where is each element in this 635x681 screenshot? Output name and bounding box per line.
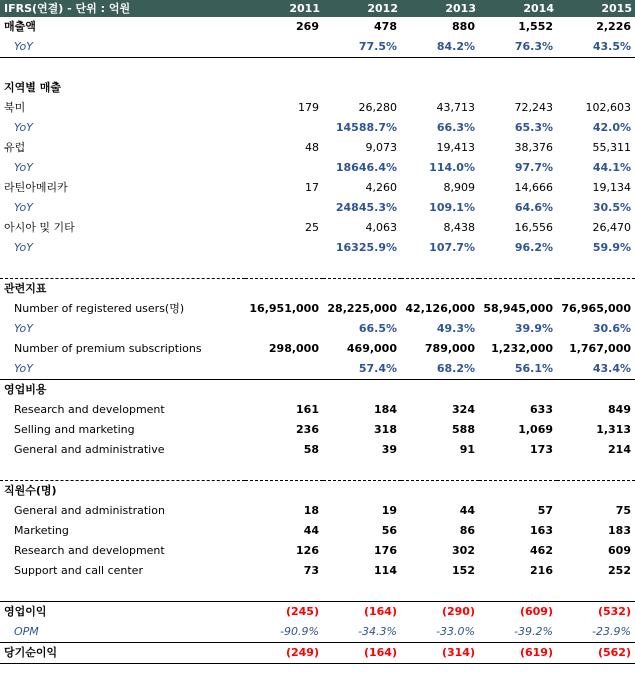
- section-title: 관련지표: [4, 282, 47, 295]
- cell-value: 43.4%: [592, 362, 631, 375]
- cell-value: 72,243: [514, 101, 553, 114]
- cell-value: 588: [452, 423, 475, 436]
- table-row: [0, 521, 635, 541]
- section-title: 직원수(명): [4, 484, 57, 497]
- cell-value: 26,470: [592, 221, 631, 234]
- cell-value: 66.5%: [358, 322, 397, 335]
- table-row: [0, 400, 635, 420]
- table-row: [0, 17, 635, 37]
- cell-value: 39: [381, 443, 397, 456]
- row-label: YoY: [14, 121, 33, 134]
- cell-value: -90.9%: [280, 625, 319, 638]
- year-header: 2012: [323, 0, 401, 17]
- section-header: [0, 481, 635, 502]
- cell-value: 324: [452, 403, 475, 416]
- row-label: YoY: [14, 161, 33, 174]
- header-row: [0, 0, 635, 17]
- table-row: [0, 238, 635, 258]
- table-row: [0, 440, 635, 460]
- cell-value: -39.2%: [514, 625, 553, 638]
- cell-value: 39.9%: [514, 322, 553, 335]
- row-label: 유럽: [4, 141, 26, 154]
- cell-value: 14588.7%: [335, 121, 397, 134]
- cell-value: 91: [459, 443, 475, 456]
- table-row: [0, 339, 635, 359]
- table-row: [0, 178, 635, 198]
- cell-value: 86: [459, 524, 475, 537]
- cell-value: 2,226: [596, 20, 631, 33]
- cell-value: (562): [557, 643, 635, 664]
- cell-value: 17: [305, 181, 319, 194]
- cell-value: 298,000: [268, 342, 319, 355]
- table-row: [0, 561, 635, 581]
- cell-value: (609): [479, 602, 557, 623]
- cell-value: [245, 158, 323, 178]
- cell-value: 176: [374, 544, 397, 557]
- cell-value: 44.1%: [592, 161, 631, 174]
- cell-value: 9,073: [365, 141, 397, 154]
- cell-value: 28,225,000: [327, 302, 397, 315]
- cell-value: 57.4%: [358, 362, 397, 375]
- row-label: General and administration: [14, 504, 165, 517]
- cell-value: 43.5%: [557, 37, 635, 58]
- cell-value: 77.5%: [323, 37, 401, 58]
- row-label: OPM: [14, 625, 39, 638]
- cell-value: 609: [608, 544, 631, 557]
- cell-value: -34.3%: [358, 625, 397, 638]
- cell-value: (619): [479, 643, 557, 664]
- cell-value: 58: [303, 443, 319, 456]
- cell-value: 59.9%: [592, 241, 631, 254]
- row-label: Marketing: [14, 524, 69, 537]
- cell-value: 96.2%: [514, 241, 553, 254]
- cell-value: [245, 198, 323, 218]
- section-title: 지역별 매출: [4, 81, 61, 94]
- spacer-row: [0, 581, 635, 602]
- cell-value: 163: [530, 524, 553, 537]
- cell-value: 478: [374, 20, 397, 33]
- cell-value: (290): [401, 602, 479, 623]
- cell-value: 462: [530, 544, 553, 557]
- cell-value: 1,313: [596, 423, 631, 436]
- cell-value: (314): [401, 643, 479, 664]
- table-row: [0, 501, 635, 521]
- cell-value: 880: [452, 20, 475, 33]
- cell-value: 1,552: [518, 20, 553, 33]
- cell-value: 18646.4%: [335, 161, 397, 174]
- cell-value: 56.1%: [514, 362, 553, 375]
- spacer-row: [0, 460, 635, 481]
- table-row: [0, 541, 635, 561]
- row-label: Selling and marketing: [14, 423, 135, 436]
- section-header: [0, 78, 635, 98]
- row-label: 영업이익: [0, 602, 245, 623]
- cell-value: 30.5%: [592, 201, 631, 214]
- cell-value: 66.3%: [436, 121, 475, 134]
- cell-value: 849: [608, 403, 631, 416]
- cell-value: 43,713: [436, 101, 475, 114]
- cell-value: 57: [537, 504, 553, 517]
- table-row: [0, 158, 635, 178]
- row-label: 북미: [4, 101, 26, 114]
- row-label: YoY: [14, 362, 33, 375]
- cell-value: 184: [374, 403, 397, 416]
- cell-value: 75: [615, 504, 631, 517]
- cell-value: 269: [296, 20, 319, 33]
- cell-value: -33.0%: [436, 625, 475, 638]
- table-row: [0, 218, 635, 238]
- cell-value: 789,000: [424, 342, 475, 355]
- cell-value: (249): [245, 643, 323, 664]
- cell-value: 56: [381, 524, 397, 537]
- cell-value: 73: [303, 564, 319, 577]
- cell-value: 42.0%: [592, 121, 631, 134]
- cell-value: 97.7%: [514, 161, 553, 174]
- cell-value: 42,126,000: [405, 302, 475, 315]
- section-header: [0, 380, 635, 401]
- cell-value: 114: [374, 564, 397, 577]
- cell-value: 44: [303, 524, 319, 537]
- cell-value: 1,232,000: [491, 342, 553, 355]
- table-row: [0, 319, 635, 339]
- cell-value: 49.3%: [436, 322, 475, 335]
- cell-value: 14,666: [514, 181, 553, 194]
- cell-value: 25: [305, 221, 319, 234]
- cell-value: 152: [452, 564, 475, 577]
- cell-value: 18: [303, 504, 319, 517]
- cell-value: 19,134: [592, 181, 631, 194]
- row-label: YoY: [0, 37, 245, 58]
- row-label: Number of premium subscriptions: [14, 342, 202, 355]
- cell-value: 76.3%: [479, 37, 557, 58]
- row-label: 라틴아메리카: [4, 181, 68, 194]
- year-header: 2013: [401, 0, 479, 17]
- cell-value: 16325.9%: [335, 241, 397, 254]
- table-row: [0, 420, 635, 440]
- cell-value: 26,280: [358, 101, 397, 114]
- cell-value: 55,311: [592, 141, 631, 154]
- cell-value: 1,767,000: [569, 342, 631, 355]
- table-row: [0, 118, 635, 138]
- year-header: 2011: [245, 0, 323, 17]
- table-row: [0, 138, 635, 158]
- cell-value: 109.1%: [429, 201, 475, 214]
- cell-value: 68.2%: [436, 362, 475, 375]
- cell-value: 469,000: [346, 342, 397, 355]
- cell-value: 302: [452, 544, 475, 557]
- row-label: 당기순이익: [0, 643, 245, 664]
- cell-value: 236: [296, 423, 319, 436]
- cell-value: [245, 319, 323, 339]
- cell-value: 38,376: [514, 141, 553, 154]
- table-row: [0, 622, 635, 643]
- cell-value: 84.2%: [401, 37, 479, 58]
- cell-value: 4,063: [365, 221, 397, 234]
- row-label: 아시아 및 기타: [4, 221, 75, 234]
- cell-value: 114.0%: [429, 161, 475, 174]
- cell-value: 252: [608, 564, 631, 577]
- cell-value: [245, 118, 323, 138]
- table-title: IFRS(연결) - 단위 : 억원: [0, 0, 245, 17]
- cell-value: (532): [557, 602, 635, 623]
- cell-value: 8,909: [443, 181, 475, 194]
- table-row: [0, 198, 635, 218]
- cell-value: 64.6%: [514, 201, 553, 214]
- table-row: [0, 98, 635, 118]
- cell-value: 16,556: [514, 221, 553, 234]
- row-label: Research and development: [14, 544, 165, 557]
- section-title: 영업비용: [0, 380, 245, 401]
- row-label: General and administrative: [14, 443, 165, 456]
- cell-value: [245, 37, 323, 58]
- cell-value: 173: [530, 443, 553, 456]
- row-label: YoY: [14, 241, 33, 254]
- cell-value: (245): [245, 602, 323, 623]
- table-row: [0, 299, 635, 319]
- row-label: YoY: [14, 322, 33, 335]
- cell-value: 19: [381, 504, 397, 517]
- cell-value: 30.6%: [592, 322, 631, 335]
- cell-value: 4,260: [365, 181, 397, 194]
- cell-value: 8,438: [443, 221, 475, 234]
- cell-value: 179: [298, 101, 319, 114]
- row-label: 매출액: [4, 20, 36, 33]
- cell-value: 1,069: [518, 423, 553, 436]
- cell-value: 216: [530, 564, 553, 577]
- cell-value: 214: [608, 443, 631, 456]
- row-label: Number of registered users(명): [14, 302, 185, 315]
- cell-value: (164): [323, 602, 401, 623]
- table-row: [0, 643, 635, 664]
- table-row: [0, 602, 635, 623]
- row-label: YoY: [14, 201, 33, 214]
- cell-value: 161: [296, 403, 319, 416]
- cell-value: 19,413: [436, 141, 475, 154]
- cell-value: 24845.3%: [335, 201, 397, 214]
- cell-value: 76,965,000: [561, 302, 631, 315]
- cell-value: 318: [374, 423, 397, 436]
- cell-value: 65.3%: [514, 121, 553, 134]
- year-header: 2015: [557, 0, 635, 17]
- table-row: [0, 37, 635, 58]
- cell-value: [245, 359, 323, 380]
- row-label: Support and call center: [14, 564, 143, 577]
- spacer-row: [0, 58, 635, 79]
- cell-value: 107.7%: [429, 241, 475, 254]
- section-header: [0, 279, 635, 300]
- year-header: 2014: [479, 0, 557, 17]
- cell-value: [245, 238, 323, 258]
- cell-value: 48: [305, 141, 319, 154]
- cell-value: 44: [459, 504, 475, 517]
- cell-value: 16,951,000: [249, 302, 319, 315]
- cell-value: 183: [608, 524, 631, 537]
- cell-value: 126: [296, 544, 319, 557]
- row-label: Research and development: [14, 403, 165, 416]
- cell-value: -23.9%: [592, 625, 631, 638]
- cell-value: 102,603: [585, 101, 631, 114]
- cell-value: (164): [323, 643, 401, 664]
- spacer-row: [0, 258, 635, 279]
- table-row: [0, 359, 635, 380]
- cell-value: 633: [530, 403, 553, 416]
- cell-value: 58,945,000: [483, 302, 553, 315]
